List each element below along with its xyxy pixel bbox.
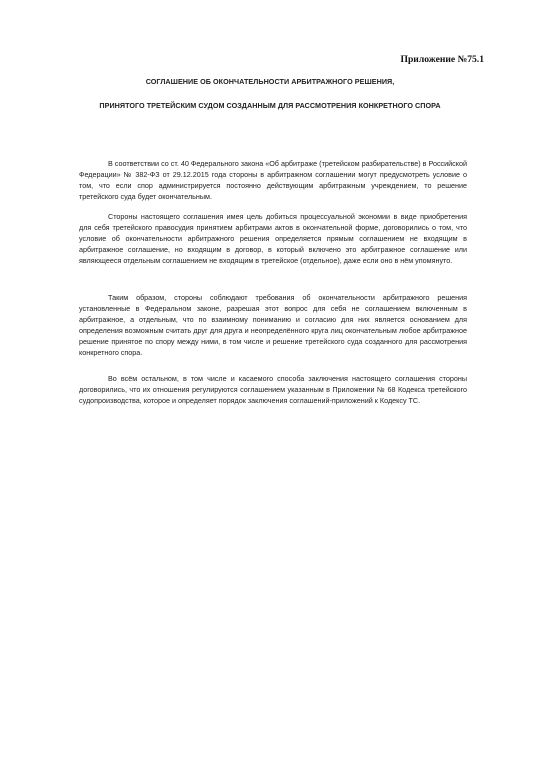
appendix-number: Приложение №75.1 — [400, 54, 484, 65]
paragraph-3 — [79, 292, 467, 359]
paragraph-3-text: Таким образом, стороны соблюдают требования об окончательности арбитражного решения установленные в Федеральном законе, разрешая этот вопрос для себя не соглашением включенным в арбитражное, а отдельным, что по взаимному пониманию и согласию для них является основанием для определения возможным считать друг для друга и неопределённого круга лиц окончательным любое арбитражное решение принятое по спору между ними, в том числе и решение третейского суда созданного для рассмотрения конкретного спора. — [79, 293, 467, 358]
paragraph-2 — [79, 211, 467, 266]
paragraph-4-text: Во всём остальном, в том числе и касаемого способа заключения настоящего соглашения стороны договорились, что их отношения регулируются соглашением указанным в Приложении № 68 Кодекса третейского судопроизводства, которое и определяет порядок заключения соглашений-приложений к Кодексу ТС. — [79, 374, 467, 406]
paragraph-4 — [79, 373, 467, 406]
paragraph-1-text: В соответствии со ст. 40 Федерального закона «Об арбитраже (третейском разбирательстве) в Российской Федерации» № 382-ФЗ от 29.12.2015 года стороны в арбитражном соглашении могут предусмотреть условие о том, что если спор администрируется постоянно действующим арбитражным учреждением, то решение третейского суда будет окончательным. — [79, 159, 467, 202]
document-title-line-1: СОГЛАШЕНИЕ ОБ ОКОНЧАТЕЛЬНОСТИ АРБИТРАЖНОГО РЕШЕНИЯ, — [145, 77, 395, 86]
paragraph-1 — [79, 158, 467, 202]
paragraph-2-text: Стороны настоящего соглашения имея цель добиться процессуальной экономии в виде приобретения для себя третейского правосудия принятием арбитрами актов в окончательной форме, договорились о том, что условие об окончательности арбитражного решения определяется прямым соглашением не входящим в арбитражное соглашение, но входящим в договор, в который включено это арбитражное соглашение или являющееся отдельным соглашением не входящим в третейское (отдельное), даже если оно в нём упомянуто. — [79, 212, 467, 266]
document-title-line-2: ПРИНЯТОГО ТРЕТЕЙСКИМ СУДОМ СОЗДАННЫМ ДЛЯ РАССМОТРЕНИЯ КОНКРЕТНОГО СПОРА — [99, 101, 441, 110]
